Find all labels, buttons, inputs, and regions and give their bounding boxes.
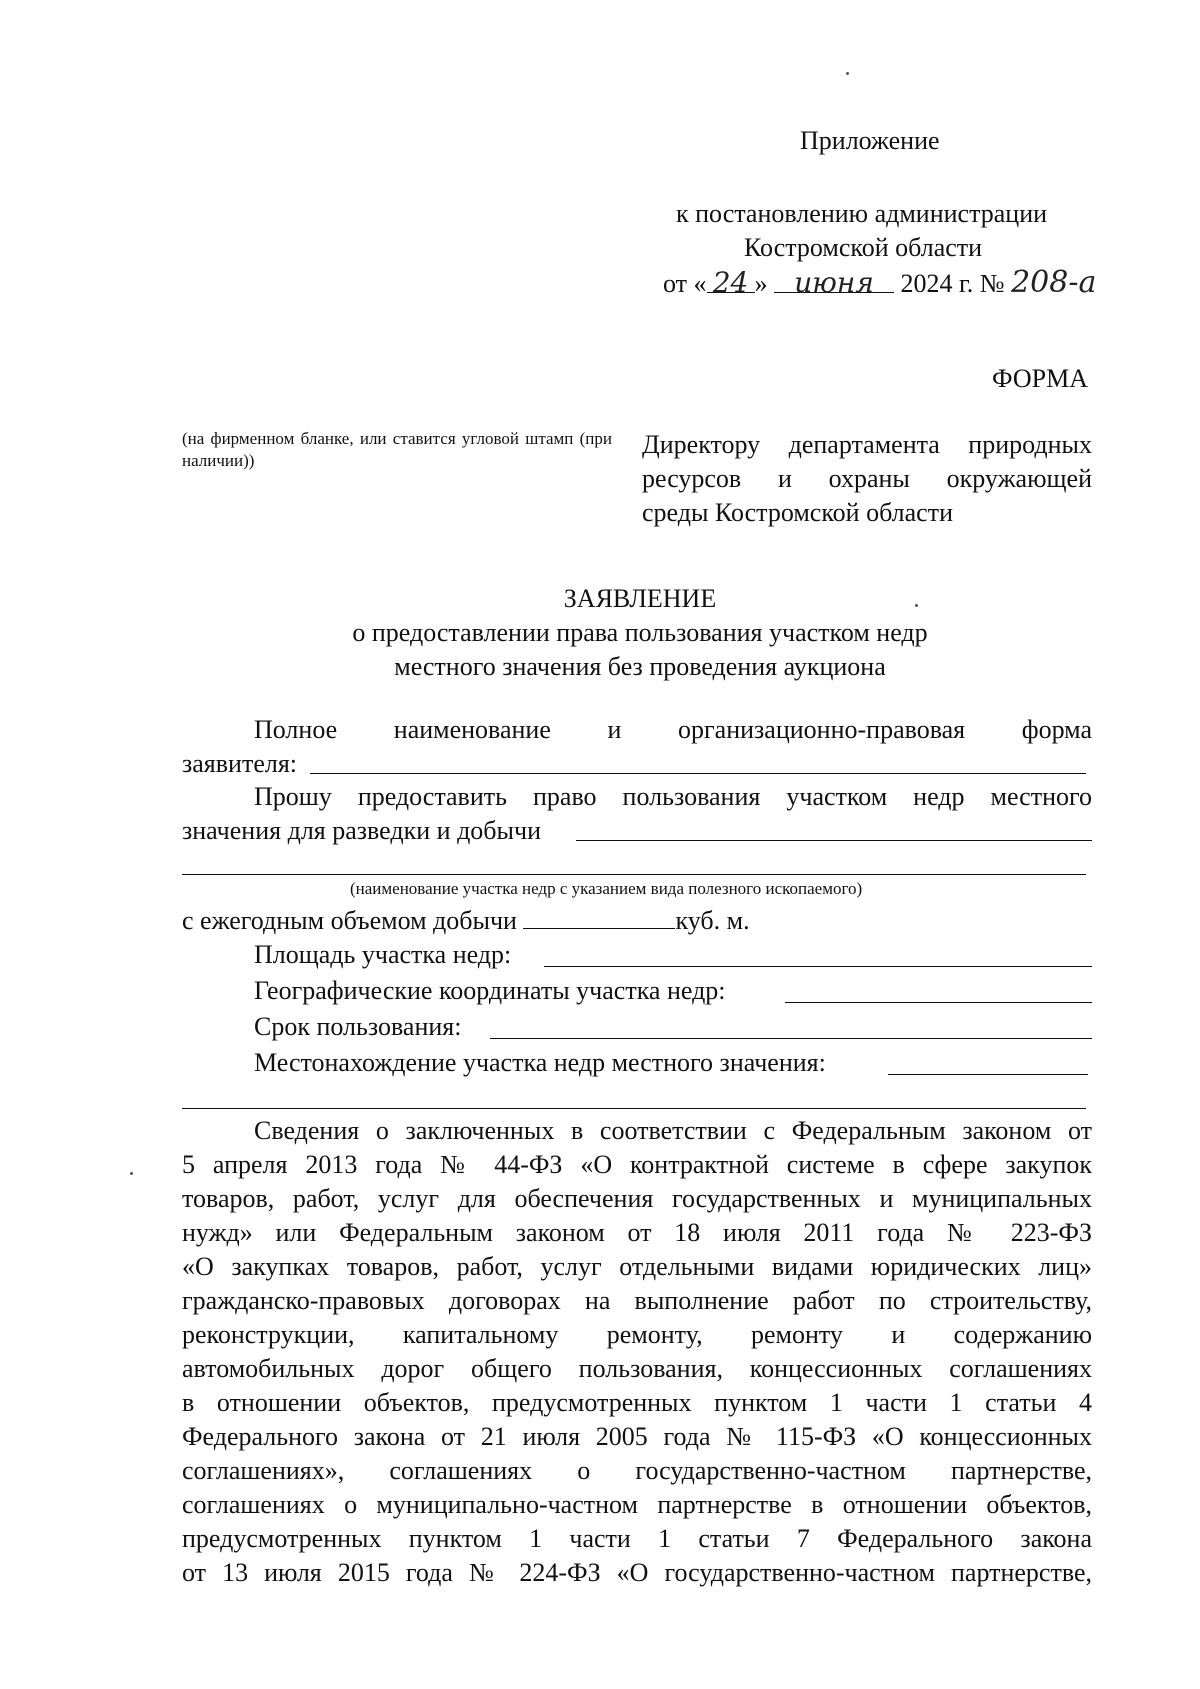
scan-speck — [130, 1172, 133, 1175]
applicant-name-label: Полное наименование и организационно-правовая форма — [254, 715, 1092, 744]
term-field — [490, 1038, 1092, 1039]
appendix-label: Приложение — [800, 126, 940, 155]
date-prefix: от « — [663, 269, 707, 298]
term-label: Срок пользования: — [254, 1012, 462, 1041]
date-year: 2024 г. № — [900, 269, 1005, 298]
resolution-line: к постановлению администрации — [676, 199, 1048, 228]
coordinates-label: Географические координаты участка недр: — [254, 976, 726, 1005]
applicant-label: заявителя: — [182, 749, 298, 778]
annual-volume-label: с ежегодным объемом добычи — [182, 906, 517, 935]
body-line: реконструкции, капитальному ремонту, ремонту и содержанию — [182, 1320, 1092, 1349]
resolution-date — [663, 266, 1107, 301]
body-line: соглашениях», соглашениях о государственно-частном партнерстве, — [182, 1456, 1092, 1485]
body-line: нужд» или Федеральным законом от 18 июля 2011 года № 223-ФЗ — [182, 1218, 1092, 1247]
document-number-handwritten: 208-а — [1011, 265, 1097, 300]
addressee-line-2: ресурсов и охраны окружающей — [642, 464, 1092, 493]
body-line: автомобильных дорог общего пользования, концессионных соглашениях — [182, 1354, 1092, 1383]
body-line: Сведения о заключенных в соответствии с Федеральным законом от — [254, 1116, 1092, 1145]
body-line: от 13 июля 2015 года № 224-ФЗ «О государственно-частном партнерстве, — [182, 1558, 1092, 1587]
site-name-caption: (наименование участка недр с указанием вида полезного ископаемого) — [350, 879, 863, 898]
request-line-1: Прошу предоставить право пользования участком недр местного — [254, 782, 1092, 811]
date-mid: » — [754, 269, 768, 298]
body-line: в отношении объектов, предусмотренных пунктом 1 части 1 статьи 4 — [182, 1388, 1092, 1417]
body-line: 5 апреля 2013 года № 44-ФЗ «О контрактной системе в сфере закупок — [182, 1150, 1092, 1179]
purpose-field — [576, 840, 1092, 841]
date-day-handwritten: 24 — [707, 266, 755, 293]
document-subtitle-2: местного значения без проведения аукциона — [394, 652, 886, 681]
body-line: гражданско-правовых договорах на выполнение работ по строительству, — [182, 1286, 1092, 1315]
scan-speck — [915, 604, 918, 607]
body-line: Федерального закона от 21 июля 2005 года № 115-ФЗ «О концессионных — [182, 1422, 1092, 1451]
body-line: соглашениях о муниципально-частном партнерстве в отношении объектов, — [182, 1490, 1092, 1519]
addressee-line-1: Директору департамента природных — [642, 430, 1092, 459]
applicant-name-field — [310, 773, 1086, 774]
date-month-handwritten: июня — [774, 266, 894, 293]
site-name-field — [182, 874, 1086, 875]
addressee-line-3: среды Костромской области — [642, 498, 953, 527]
document-title: ЗАЯВЛЕНИЕ — [563, 584, 717, 613]
area-field — [544, 966, 1092, 967]
area-label: Площадь участка недр: — [254, 940, 512, 969]
form-label: ФОРМА — [992, 364, 1088, 393]
annual-volume-field — [523, 902, 675, 929]
region-line: Костромской области — [744, 233, 983, 262]
body-line: предусмотренных пунктом 1 части 1 статьи 7 Федерального закона — [182, 1524, 1092, 1553]
letterhead-note: (на фирменном бланке, или ставится угловой штамп (при наличии)) — [182, 429, 612, 470]
location-label: Местонахождение участка недр местного значения: — [254, 1048, 826, 1077]
document-subtitle-1: о предоставлении права пользования участком недр — [352, 618, 928, 647]
body-line: «О закупках товаров, работ, услуг отдельными видами юридических лиц» — [182, 1252, 1092, 1281]
annual-volume-unit: куб. м. — [675, 906, 750, 935]
annual-volume-line — [182, 902, 750, 938]
request-line-2: значения для разведки и добычи — [182, 816, 541, 845]
scan-speck — [846, 72, 849, 75]
location-field — [888, 1074, 1088, 1075]
coordinates-field — [785, 1002, 1092, 1003]
body-line: товаров, работ, услуг для обеспечения государственных и муниципальных — [182, 1184, 1092, 1213]
location-field-continuation — [182, 1108, 1086, 1109]
